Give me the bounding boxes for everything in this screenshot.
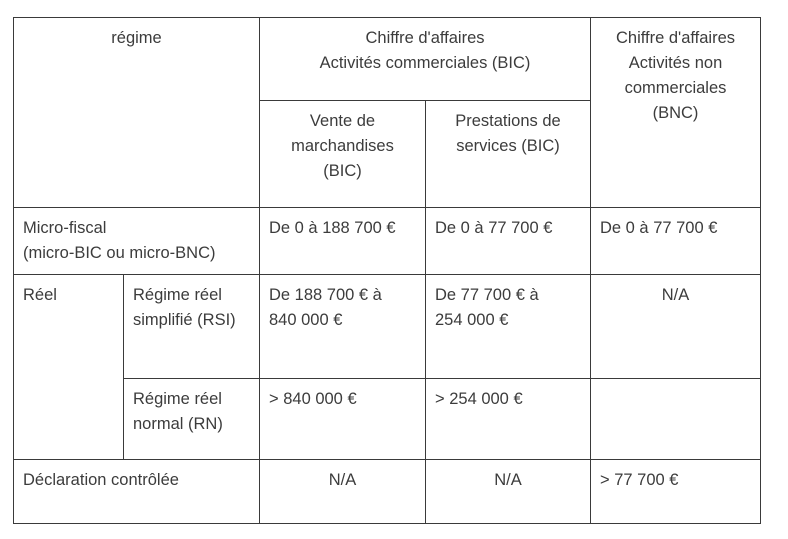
header-prestations-cell xyxy=(426,101,591,208)
header-regime-label: régime xyxy=(111,29,162,47)
row-controlee-vente: N/A xyxy=(260,460,426,524)
regime-table xyxy=(13,17,761,524)
row-rsi-vente-line1: De 188 700 € à xyxy=(269,286,382,304)
row-controlee-label: Déclaration contrôlée xyxy=(14,460,260,524)
header-vente-line1: Vente de xyxy=(309,112,376,130)
row-micro xyxy=(14,208,761,275)
header-bnc-line3: commerciales xyxy=(624,79,727,97)
row-rsi-label-cell xyxy=(124,275,260,379)
row-micro-prestations: De 0 à 77 700 € xyxy=(426,208,591,275)
row-rsi-vente xyxy=(260,275,426,379)
row-micro-label-cell xyxy=(14,208,260,275)
row-controlee-bnc: > 77 700 € xyxy=(591,460,761,524)
header-prestations-line1: Prestations de xyxy=(455,112,561,130)
header-vente-line3: (BIC) xyxy=(323,162,362,180)
header-prestations-line2: services (BIC) xyxy=(456,137,560,155)
row-micro-bnc: De 0 à 77 700 € xyxy=(591,208,761,275)
header-bic-group-line2: Activités commerciales (BIC) xyxy=(319,54,531,72)
row-controlee xyxy=(14,460,761,524)
row-rn-prestations: > 254 000 € xyxy=(426,379,591,460)
row-rn-label-cell xyxy=(124,379,260,460)
row-rn-bnc xyxy=(591,379,761,460)
row-rn-label-line1: Régime réel xyxy=(133,390,222,408)
row-rsi-prestations xyxy=(426,275,591,379)
row-rsi-label-line1: Régime réel xyxy=(133,286,222,304)
header-bnc-line2: Activités non xyxy=(628,54,723,72)
row-reel-label-cell xyxy=(14,275,124,460)
header-bnc-cell xyxy=(591,18,761,208)
row-rn xyxy=(14,379,761,460)
header-vente-line2: marchandises xyxy=(291,137,394,155)
row-rsi xyxy=(14,275,761,379)
row-rsi-prestations-line2: 254 000 € xyxy=(435,311,509,329)
header-bnc-line1: Chiffre d'affaires xyxy=(615,29,736,47)
header-bic-group-cell xyxy=(260,18,591,101)
row-micro-vente: De 0 à 188 700 € xyxy=(260,208,426,275)
row-rsi-bnc: N/A xyxy=(591,275,761,379)
row-rn-label-line2: normal (RN) xyxy=(133,415,223,433)
header-vente-cell xyxy=(260,101,426,208)
header-regime-cell xyxy=(14,18,260,208)
row-rn-vente: > 840 000 € xyxy=(260,379,426,460)
row-rsi-vente-line2: 840 000 € xyxy=(269,311,343,329)
row-rsi-prestations-line1: De 77 700 € à xyxy=(435,286,539,304)
row-reel-label: Réel xyxy=(23,286,57,304)
header-row-top xyxy=(14,18,761,101)
row-micro-label-line1: Micro-fiscal xyxy=(23,219,107,237)
row-controlee-prestations: N/A xyxy=(426,460,591,524)
header-bic-group-line1: Chiffre d'affaires xyxy=(365,29,485,47)
row-rsi-label-line2: simplifié (RSI) xyxy=(133,311,236,329)
row-micro-label-line2: (micro-BIC ou micro-BNC) xyxy=(23,244,216,262)
header-bnc-line4: (BNC) xyxy=(652,104,699,122)
